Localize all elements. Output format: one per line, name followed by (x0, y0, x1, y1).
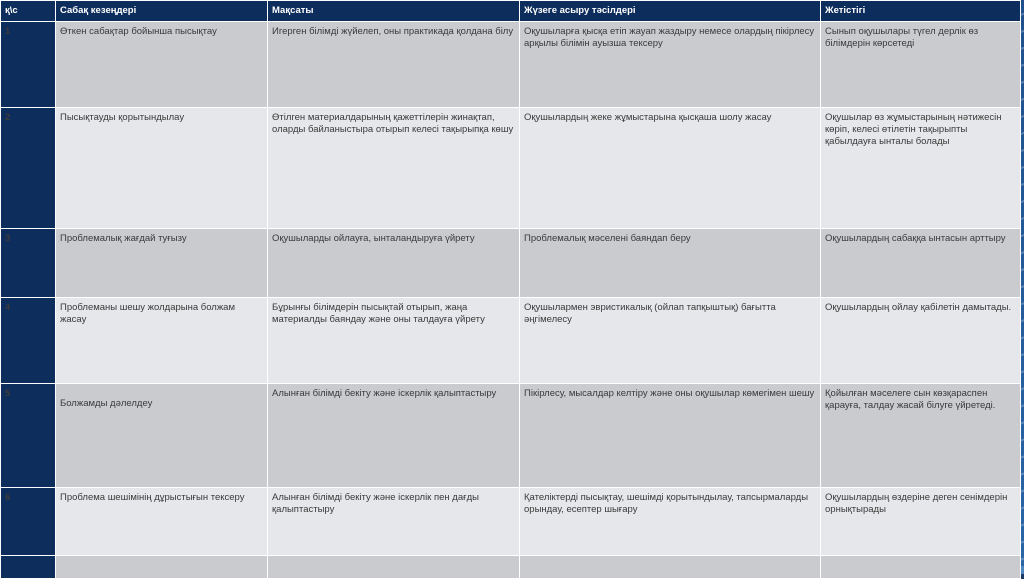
cell-stage: Проблемалық жағдай туғызу (56, 229, 268, 298)
empty-row (1, 556, 1021, 579)
cell-stage: Проблема шешімінің дұрыстығын тексеру (56, 488, 268, 556)
cell-method: Проблемалық мәселені баяндап беру (520, 229, 821, 298)
cell-result: Қойылған мәселеге сын көзқараспен қарауға, талдау жасай білуге үйретеді. (821, 384, 1021, 488)
cell-goal: Өтілген материалдарының қажеттілерін жинақтап, оларды байланыстыра отырып келесі тақырыпқа көшу (268, 108, 520, 229)
row-number: 4 (1, 298, 56, 384)
header-result: Жетістігі (821, 1, 1021, 22)
cell-goal: Оқушыларды ойлауға, ынталандыруға үйрету (268, 229, 520, 298)
cell-method: Оқушылармен эвристикалық (ойлап тапқыштық) бағытта әңгімелесу (520, 298, 821, 384)
cell-empty (268, 556, 520, 579)
row-number-empty (1, 556, 56, 579)
row-number: 6 (1, 488, 56, 556)
cell-goal: Алынған білімді бекіту және іскерлік пен дағды қалыптастыру (268, 488, 520, 556)
cell-goal: Игерген білімді жүйелеп, оны практикада қолдана білу (268, 22, 520, 108)
cell-goal: Бұрынғы білімдерін пысықтай отырып, жаңа материалды баяндау және оны талдауға үйрету (268, 298, 520, 384)
cell-result: Оқушылардың өздеріне деген сенімдерін орнықтырады (821, 488, 1021, 556)
cell-empty (56, 556, 268, 579)
cell-stage: Проблеманы шешу жолдарына болжам жасау (56, 298, 268, 384)
header-number: қ\с (1, 1, 56, 22)
header-method: Жүзеге асыру тәсілдері (520, 1, 821, 22)
row-number: 1 (1, 22, 56, 108)
table-row (1, 488, 1021, 556)
cell-method: Оқушылардың жеке жұмыстарына қысқаша шолу жасау (520, 108, 821, 229)
row-number: 3 (1, 229, 56, 298)
cell-goal: Алынған білімді бекіту және іскерлік қалыптастыру (268, 384, 520, 488)
cell-empty (821, 556, 1021, 579)
header-row (1, 1, 1021, 22)
row-number: 2 (1, 108, 56, 229)
cell-method: Қателіктерді пысықтау, шешімді қорытындылау, тапсырмаларды орындау, есептер шығару (520, 488, 821, 556)
table-row (1, 384, 1021, 488)
table-row (1, 22, 1021, 108)
header-stage: Сабақ кезеңдері (56, 1, 268, 22)
row-number: 5 (1, 384, 56, 488)
cell-result: Сынып оқушылары түгел дерлік өз білімдерін көрсетеді (821, 22, 1021, 108)
table-row (1, 229, 1021, 298)
cell-result: Оқушылардың ойлау қабілетін дамытады. (821, 298, 1021, 384)
table-row (1, 298, 1021, 384)
cell-stage: Пысықтауды қорытындылау (56, 108, 268, 229)
cell-stage: Өткен сабақтар бойынша пысықтау (56, 22, 268, 108)
cell-empty (520, 556, 821, 579)
table-row (1, 108, 1021, 229)
header-goal: Мақсаты (268, 1, 520, 22)
cell-result: Оқушылардың сабаққа ынтасын арттыру (821, 229, 1021, 298)
cell-method: Пікірлесу, мысалдар келтіру және оны оқушылар көмегімен шешу (520, 384, 821, 488)
cell-stage: Болжамды дәлелдеу (56, 384, 268, 488)
cell-result: Оқушылар өз жұмыстарының нәтижесін көріп, келесі өтілетін тақырыпты қабылдауға ынталы болады (821, 108, 1021, 229)
cell-method: Оқушыларға қысқа етіп жауап жаздыру немесе олардың пікірлесу арқылы білімін ауызша тексеру (520, 22, 821, 108)
